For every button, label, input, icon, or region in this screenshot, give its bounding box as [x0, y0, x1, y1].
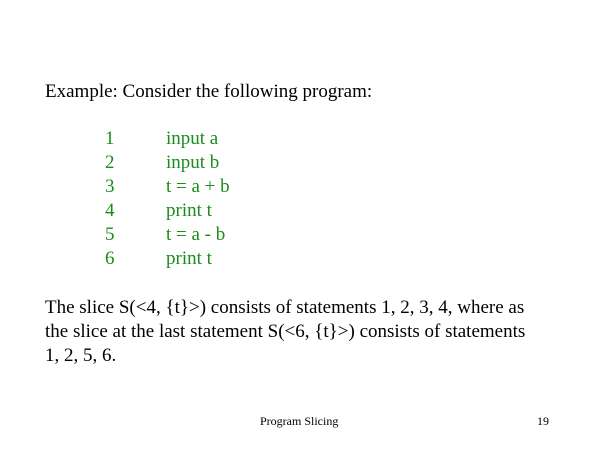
line-number: 5	[105, 224, 115, 245]
program-listing	[0, 127, 600, 271]
program-line	[0, 223, 600, 247]
line-code: t = a + b	[166, 176, 230, 197]
slice-line: the slice at the last statement S(<6, {t}>) consists of statements	[45, 321, 526, 342]
program-line	[0, 175, 600, 199]
program-line	[0, 199, 600, 223]
line-code: input a	[166, 128, 219, 149]
slice-explanation	[45, 296, 565, 368]
line-number: 1	[105, 128, 115, 149]
program-line	[0, 247, 600, 271]
line-number: 4	[105, 200, 115, 221]
line-code: print t	[166, 248, 212, 269]
page-number: 19	[537, 414, 549, 428]
line-number: 6	[105, 248, 115, 269]
slice-line: The slice S(<4, {t}>) consists of statements 1, 2, 3, 4, where as	[45, 297, 525, 318]
footer-title: Program Slicing	[260, 414, 339, 428]
slice-line: 1, 2, 5, 6.	[45, 345, 117, 366]
line-code: print t	[166, 200, 212, 221]
program-line	[0, 127, 600, 151]
intro-text: Example: Consider the following program:	[45, 81, 373, 102]
line-number: 2	[105, 152, 115, 173]
line-number: 3	[105, 176, 115, 197]
line-code: input b	[166, 152, 220, 173]
program-line	[0, 151, 600, 175]
line-code: t = a - b	[166, 224, 226, 245]
